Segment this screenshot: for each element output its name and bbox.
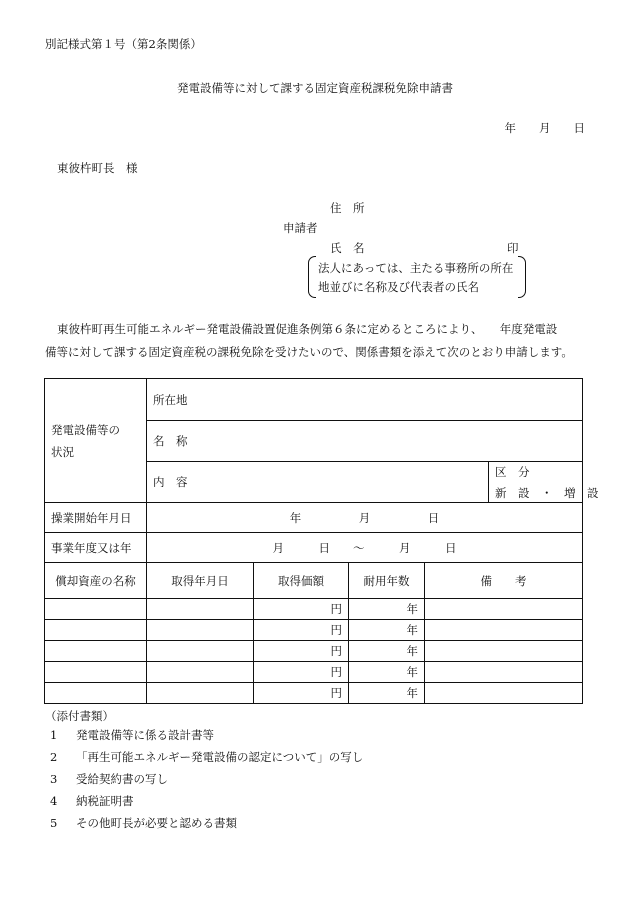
attachments-heading: （添付書類） xyxy=(45,709,114,723)
item-number: 5 xyxy=(50,816,58,830)
remarks-cell[interactable] xyxy=(425,641,583,662)
table-row xyxy=(45,620,583,641)
list-item xyxy=(50,746,363,768)
life-cell[interactable]: 年 xyxy=(349,641,425,662)
attachments-list xyxy=(50,724,363,834)
item-text: 発電設備等に係る設計書等 xyxy=(76,728,214,742)
life-cell[interactable]: 年 xyxy=(349,683,425,704)
header-useful-life: 耐用年数 xyxy=(349,563,425,599)
life-cell[interactable]: 年 xyxy=(349,599,425,620)
location-label: 所在地 xyxy=(153,392,188,407)
price-cell[interactable]: 円 xyxy=(254,683,349,704)
bracket-right xyxy=(518,256,526,298)
category-label: 区 分 xyxy=(495,464,530,479)
name-cell[interactable] xyxy=(147,421,583,462)
start-date-field[interactable]: 年 月 日 xyxy=(147,503,583,533)
remarks-cell[interactable] xyxy=(425,620,583,641)
item-number: 3 xyxy=(50,772,58,786)
acquisition-date-cell[interactable] xyxy=(147,599,254,620)
location-cell[interactable] xyxy=(147,379,583,421)
applicant-label: 申請者 xyxy=(283,221,318,235)
asset-name-cell[interactable] xyxy=(45,620,147,641)
body-line-1: 東彼杵町再生可能エネルギー発電設備設置促進条例第６条に定めるところにより、 年度発電設 xyxy=(57,322,558,336)
remarks-cell[interactable] xyxy=(425,662,583,683)
asset-name-cell[interactable] xyxy=(45,662,147,683)
corporate-note-line2: 地並びに名称及び代表者の氏名 xyxy=(318,280,479,294)
list-item xyxy=(50,790,363,812)
name-label: 氏 名 xyxy=(330,241,365,255)
life-cell[interactable]: 年 xyxy=(349,620,425,641)
item-text: 納税証明書 xyxy=(76,794,134,808)
corporate-note xyxy=(308,256,526,298)
bracket-left xyxy=(308,256,316,298)
price-cell[interactable]: 円 xyxy=(254,620,349,641)
acquisition-date-cell[interactable] xyxy=(147,683,254,704)
facility-name-label: 名 称 xyxy=(153,434,188,448)
asset-name-cell[interactable] xyxy=(45,599,147,620)
header-remarks: 備 考 xyxy=(425,563,583,599)
acquisition-date-cell[interactable] xyxy=(147,620,254,641)
item-text: 受給契約書の写し xyxy=(76,772,168,786)
acquisition-date-cell[interactable] xyxy=(147,662,254,683)
corporate-note-line1: 法人にあっては、主たる事務所の所在 xyxy=(318,261,514,275)
table-row xyxy=(45,683,583,704)
category-cell[interactable] xyxy=(489,462,599,503)
price-cell[interactable]: 円 xyxy=(254,599,349,620)
item-text: その他町長が必要と認める書類 xyxy=(76,816,237,830)
table-row xyxy=(45,599,583,620)
asset-name-cell[interactable] xyxy=(45,683,147,704)
table-row xyxy=(45,662,583,683)
table-row xyxy=(45,641,583,662)
header-asset-name: 償却資産の名称 xyxy=(45,563,147,599)
seal-mark: 印 xyxy=(507,241,519,255)
remarks-cell[interactable] xyxy=(425,599,583,620)
content-cell[interactable] xyxy=(147,462,489,503)
category-options[interactable]: 新 設 ・ 増 設 xyxy=(495,485,599,500)
form-number: 別記様式第１号（第2条関係） xyxy=(45,37,202,51)
address-label: 住 所 xyxy=(330,201,365,215)
list-item xyxy=(50,768,363,790)
application-table xyxy=(44,378,599,704)
item-number: 1 xyxy=(50,728,58,742)
fiscal-year-field[interactable]: 月 日 ～ 月 日 xyxy=(147,533,583,563)
item-number: 2 xyxy=(50,750,58,764)
status-label-cell xyxy=(45,379,147,503)
item-number: 4 xyxy=(50,794,58,808)
remarks-cell[interactable] xyxy=(425,683,583,704)
acquisition-date-cell[interactable] xyxy=(147,641,254,662)
list-item xyxy=(50,812,363,834)
header-acquisition-date: 取得年月日 xyxy=(147,563,254,599)
list-item xyxy=(50,724,363,746)
asset-header-row xyxy=(45,563,583,599)
body-paragraph xyxy=(45,318,590,364)
price-cell[interactable]: 円 xyxy=(254,662,349,683)
asset-name-cell[interactable] xyxy=(45,641,147,662)
date-line: 年 月 日 xyxy=(504,121,585,135)
price-cell[interactable]: 円 xyxy=(254,641,349,662)
start-date-label: 操業開始年月日 xyxy=(45,503,147,533)
content-label: 内 容 xyxy=(153,475,188,489)
header-acquisition-price: 取得価額 xyxy=(254,563,349,599)
body-line-2: 備等に対して課する固定資産税の課税免除を受けたいので、関係書類を添えて次のとおり申請します。 xyxy=(45,345,573,359)
item-text: 「再生可能エネルギー発電設備の認定について」の写し xyxy=(76,750,364,764)
document-title: 発電設備等に対して課する固定資産税課税免除申請書 xyxy=(177,81,453,95)
status-label: 発電設備等の状況 xyxy=(51,422,120,459)
life-cell[interactable]: 年 xyxy=(349,662,425,683)
fiscal-year-label: 事業年度又は年 xyxy=(45,533,147,563)
addressee: 東彼杵町長 様 xyxy=(57,161,138,175)
